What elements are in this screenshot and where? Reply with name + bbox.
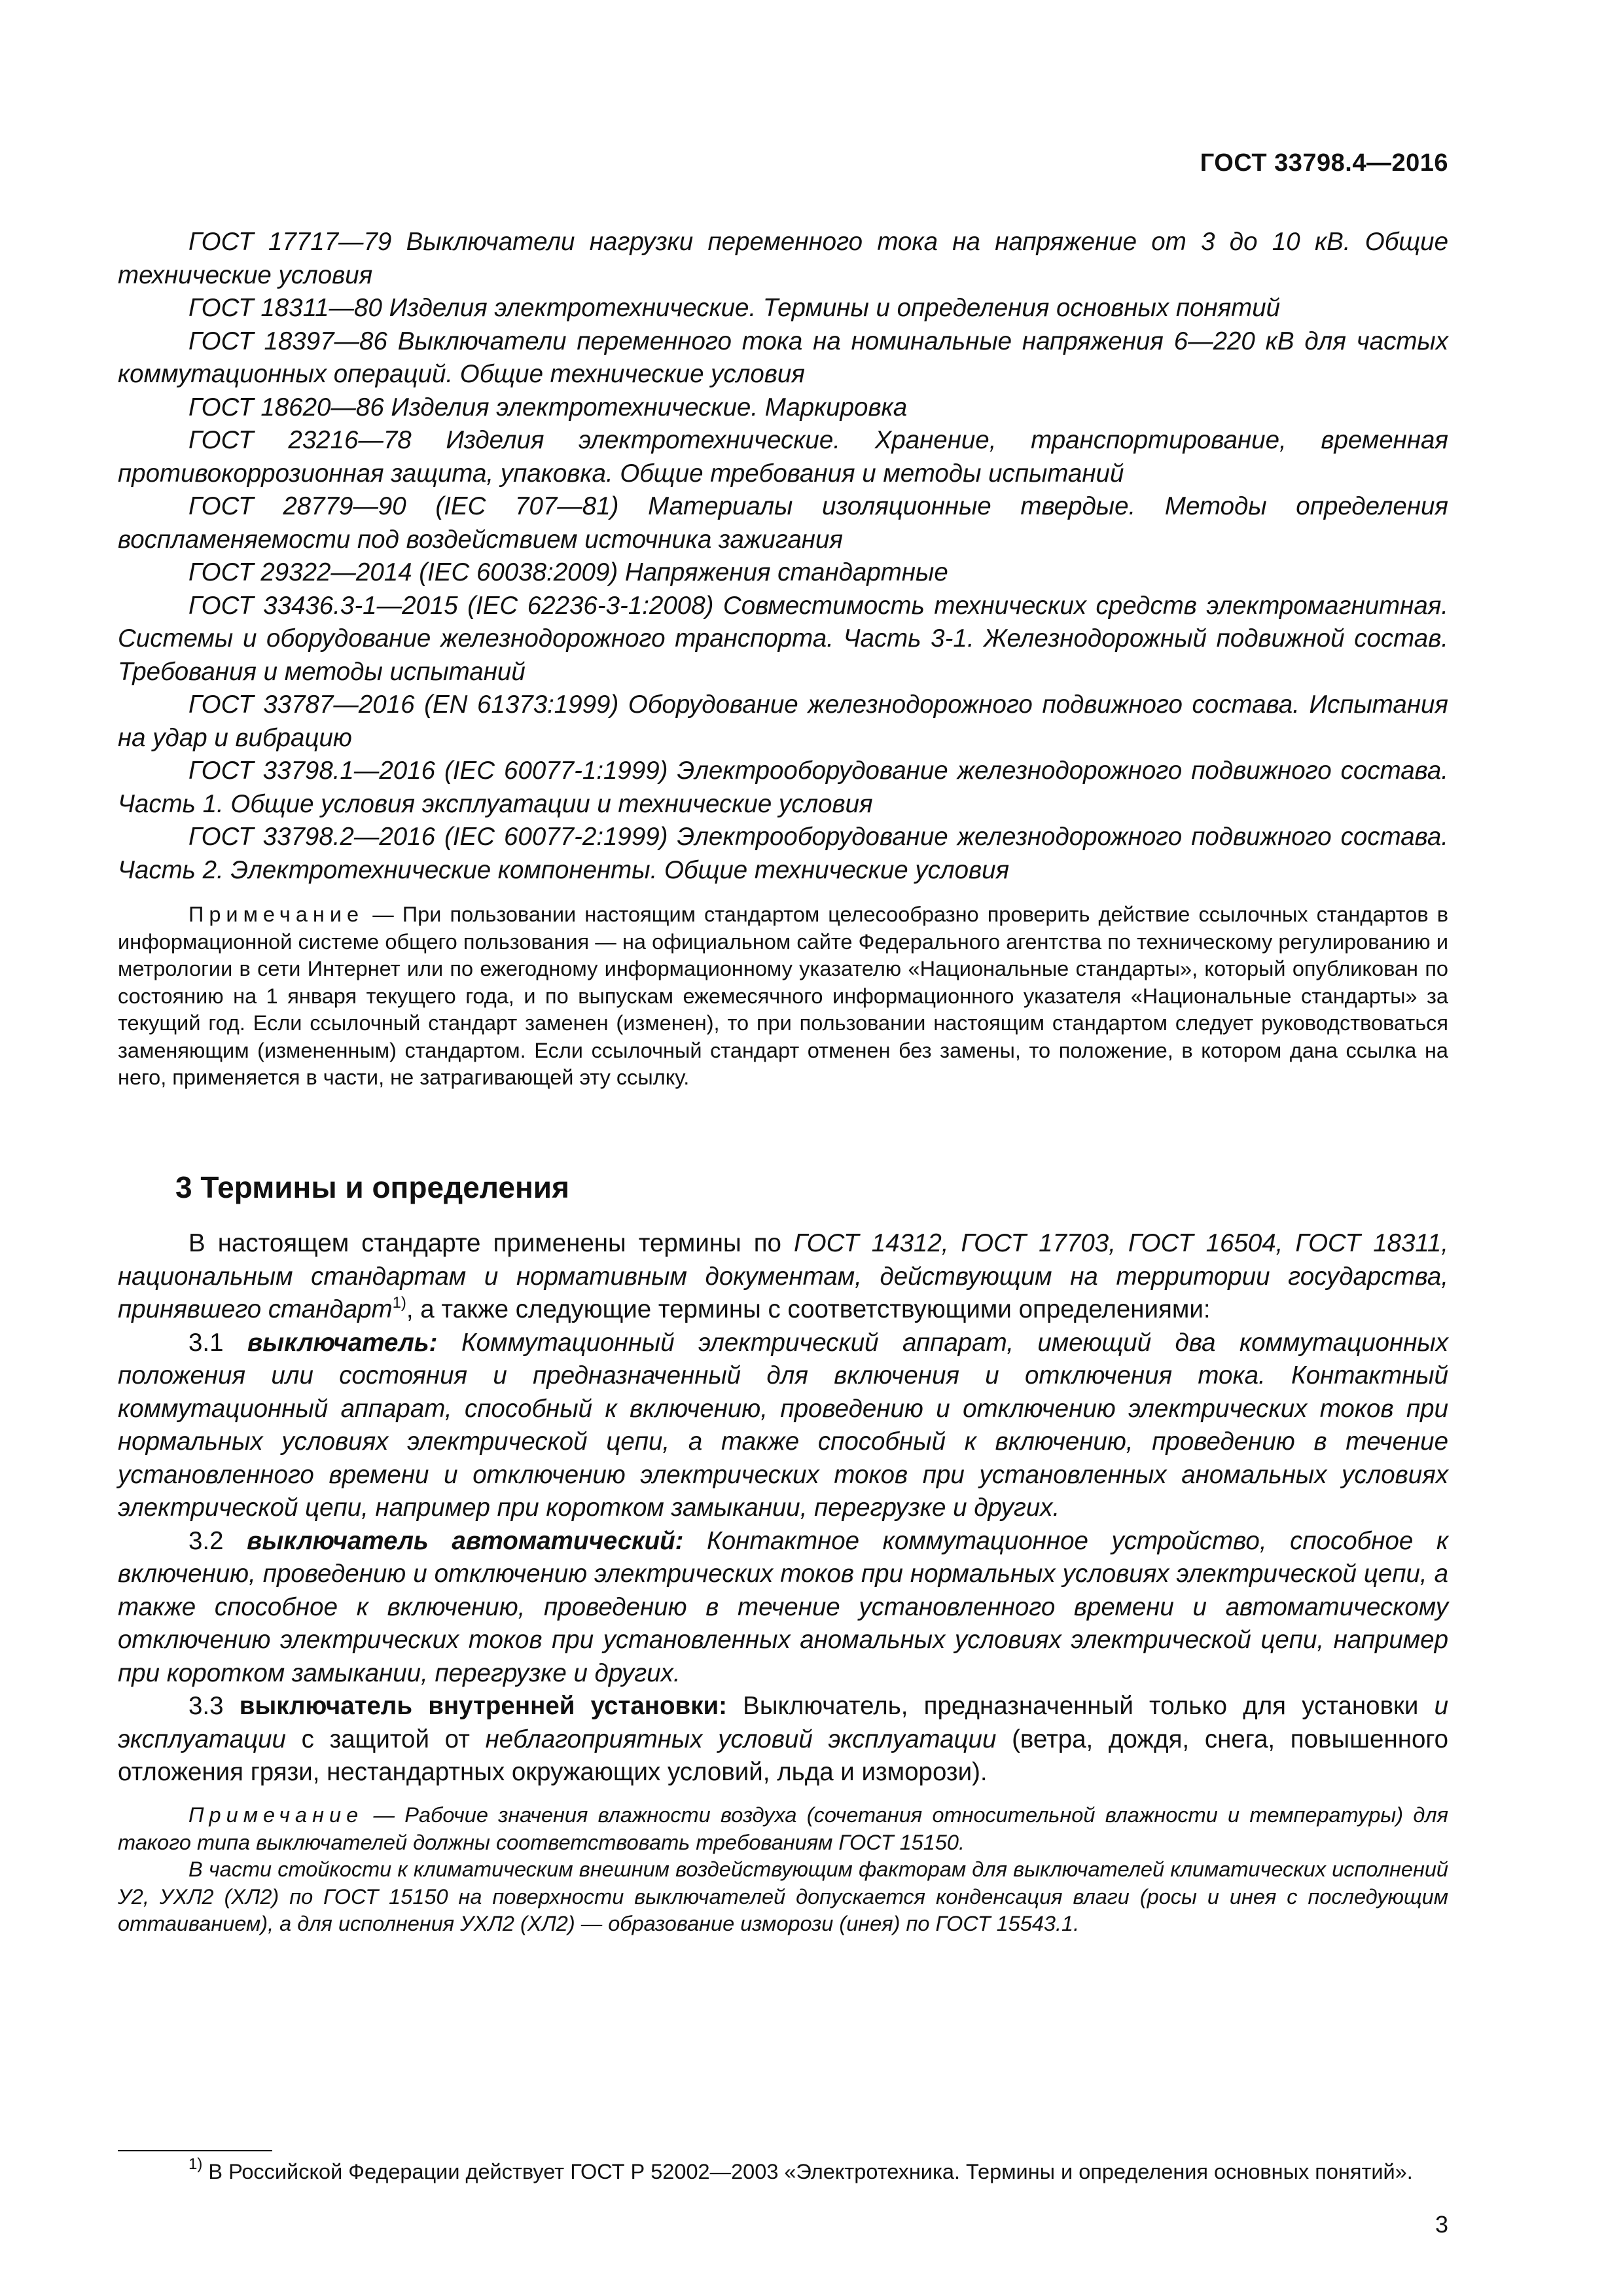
term-note (118, 1802, 1448, 1938)
term-definition: (ветра, дождя, снега, повышенного отложения грязи, нестандартных окружающих условий, льда и изморози). (118, 1725, 1448, 1786)
term-number: 3.3 (188, 1692, 240, 1720)
footnote-divider (118, 2150, 272, 2151)
reference-item: ГОСТ 33798.1—2016 (IEC 60077-1:1999) Электрооборудование железнодорожного подвижного состава. Часть 1. Общие условия эксплуатации и технические условия (118, 757, 1448, 818)
reference-item: ГОСТ 17717—79 Выключатели нагрузки переменного тока на напряжение от 3 до 10 кВ. Общие технические условия (118, 228, 1448, 289)
intro-references: ГОСТ 14312, ГОСТ 17703, ГОСТ 16504, ГОСТ 18311, национальным стандартам и нормативным документам, действующим на территории государства, принявшего стандарт (118, 1229, 1448, 1323)
reference-item: ГОСТ 33787—2016 (EN 61373:1999) Оборудование железнодорожного подвижного состава. Испытания на удар и вибрацию (118, 691, 1448, 752)
term-3-3 (118, 1690, 1448, 1789)
note-label: Примечание (188, 1803, 364, 1827)
term-definition: Выключатель, предназначенный только для установки (726, 1692, 1435, 1720)
footnote-text: В Российской Федерации действует ГОСТ Р 52002—2003 «Электротехника. Термины и определения основных понятий». (202, 2160, 1413, 2183)
reference-item: ГОСТ 33798.2—2016 (IEC 60077-2:1999) Электрооборудование железнодорожного подвижного состава. Часть 2. Электротехнические компоненты. Общие технические условия (118, 823, 1448, 884)
footnote-mark: 1) (188, 2155, 203, 2173)
intro-text: В настоящем стандарте применены термины по (188, 1229, 794, 1257)
term-3-1 (118, 1327, 1448, 1525)
footnote (118, 2155, 1448, 2186)
footnote-ref: 1) (392, 1294, 406, 1312)
reference-item: ГОСТ 33436.3-1—2015 (IEC 62236-3-1:2008) Совместимость технических средств электромагнитная. Системы и оборудование железнодорожного транспорта. Часть 3-1. Железнодорожный подвижной состав. Требования и методы испытаний (118, 591, 1448, 686)
note-text: — Рабочие значения влажности воздуха (сочетания относительной влажности и температуры) для такого типа выключателей должны соответствовать требованиям ГОСТ 15150. (118, 1803, 1448, 1854)
note-paragraph (118, 1802, 1448, 1856)
term-definition: с защитой от (285, 1725, 486, 1753)
page-number: 3 (1435, 2211, 1448, 2238)
reference-note (118, 901, 1448, 1092)
reference-item: ГОСТ 18311—80 Изделия электротехнические. Термины и определения основных понятий (188, 294, 1281, 322)
term-name: выключатель: (247, 1328, 438, 1357)
reference-item: ГОСТ 29322—2014 (IEC 60038:2009) Напряжения стандартные (188, 558, 948, 586)
note-paragraph: В части стойкости к климатическим внешним воздействующим факторам для выключателей климатических исполнений У2, УХЛ2 (ХЛ2) по ГОСТ 15150 на поверхности выключателей допускается конденсация влаги (росы и инея с последующим оттаиванием), а для исполнения УХЛ2 (ХЛ2) — образование изморози (инея) по ГОСТ 15543.1. (118, 1857, 1448, 1935)
note-label: Примечание (188, 903, 365, 926)
term-definition: Контактное коммутационное устройство, способное к включению, проведению и отключению электрических токов при нормальных условиях электрической цепи, а также способное к включению, проведению в течение установленного времени и автоматическому отключению электрических токов при установленных аномальных условиях электрической цепи, например при коротком замыкании, перегрузке и других. (118, 1526, 1449, 1687)
term-number: 3.2 (188, 1526, 247, 1555)
term-definition-italic: и эксплуатации (118, 1692, 1449, 1753)
document-header: ГОСТ 33798.4—2016 (1200, 149, 1448, 177)
term-3-2 (118, 1525, 1448, 1691)
section-body (118, 1227, 1448, 1789)
term-number: 3.1 (188, 1328, 247, 1357)
reference-item: ГОСТ 28779—90 (IEC 707—81) Материалы изоляционные твердые. Методы определения воспламеняемости под воздействием источника зажигания (118, 492, 1448, 554)
term-name: выключатель внутренней установки: (239, 1692, 727, 1720)
term-name: выключатель автоматический: (247, 1526, 684, 1555)
term-definition-italic: неблагоприятных условий эксплуатации (485, 1725, 997, 1753)
reference-item: ГОСТ 18620—86 Изделия электротехнические. Маркировка (188, 393, 908, 422)
intro-text-end: , а также следующие термины с соответствующими определениями: (406, 1295, 1211, 1323)
term-definition: Коммутационный электрический аппарат, имеющий два коммутационных положения или состояния и предназначенный для включения и отключения тока. Контактный коммутационный аппарат, способный к включению, проведению и отключению электрических токов при нормальных условиях электрической цепи, а также способный к включению, проведению в течение установленного времени и отключению электрических токов при установленных аномальных условиях электрической цепи, например при коротком замыкании, перегрузке и других. (118, 1328, 1448, 1522)
document-page (118, 0, 1448, 2296)
reference-item: ГОСТ 18397—86 Выключатели переменного тока на номинальные напряжения 6—220 кВ для частых коммутационных операций. Общие технические условия (118, 327, 1448, 388)
section-intro (118, 1227, 1448, 1327)
reference-item: ГОСТ 23216—78 Изделия электротехнические. Хранение, транспортирование, временная противокоррозионная защита, упаковка. Общие требования и методы испытаний (118, 426, 1448, 488)
note-text: — При пользовании настоящим стандартом целесообразно проверить действие ссылочных стандартов в информационной системе общего пользования — на официальном сайте Федерального агентства по техническому регулированию и метрологии в сети Интернет или по ежегодному информационному указателю «Национальные стандарты», который опубликован по состоянию на 1 января текущего года, и по выпускам ежемесячного информационного указателя «Национальные стандарты» за текущий год. Если ссылочный стандарт заменен (изменен), то при пользовании настоящим стандартом следует руководствоваться заменяющим (измененным) стандартом. Если ссылочный стандарт отменен без замены, то положение, в котором дана ссылка на него, применяется в части, не затрагивающей эту ссылку. (118, 903, 1448, 1089)
section-title: 3 Термины и определения (175, 1170, 569, 1204)
reference-list (118, 226, 1448, 887)
